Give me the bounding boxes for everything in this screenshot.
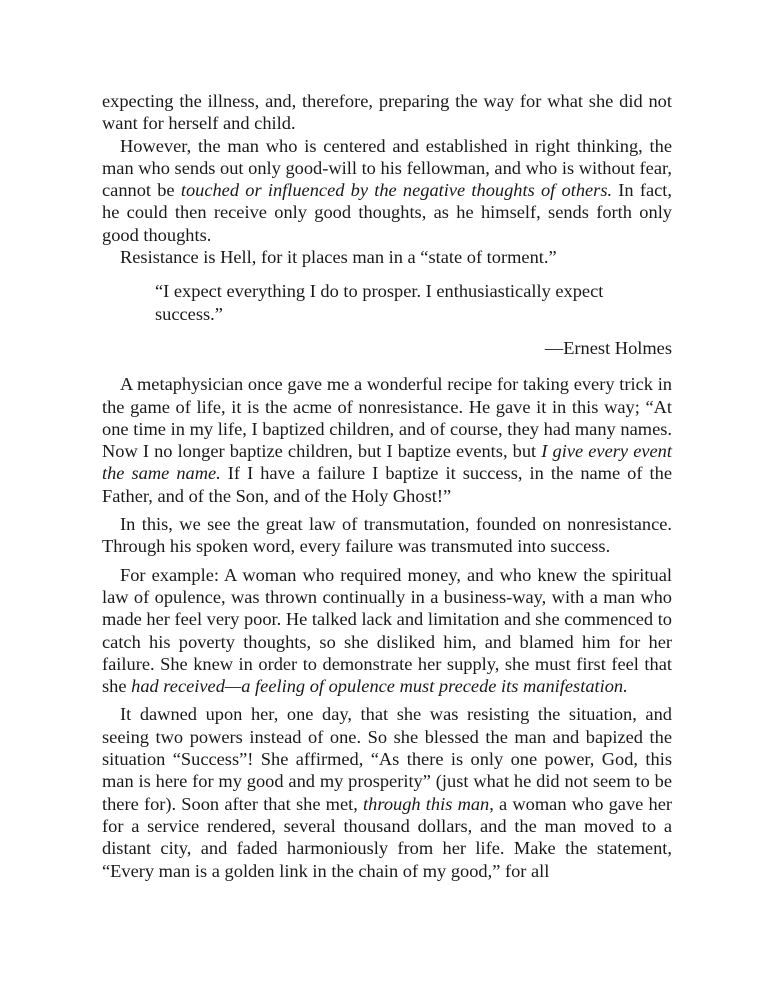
- text-run: In this, we see the great law of transmutation, founded on nonresistance. Through his spoken word, every failure was transmuted into success.: [102, 514, 672, 557]
- italic-text-run: through this man: [363, 793, 490, 814]
- paragraph-2: [102, 135, 672, 246]
- paragraph-7: [102, 703, 672, 881]
- text-run: , a woman who gave her for a service rendered, several thousand dollars, and the man moved to a distant city, and faded harmoniously from her life. Make the statement, “Every man is a golden link in the chain of my good,” for all: [102, 793, 672, 881]
- quote-attribution: —Ernest Holmes: [544, 337, 672, 358]
- text-run: A metaphysician once gave me a wonderful recipe for taking every trick in the game of life, it is the acme of nonresistance. He gave it in this way; “At one time in my life, I baptized children, and of course, they had many names. Now I no longer baptize children, but I baptize events, but: [102, 374, 672, 462]
- italic-text-run: had received—a feeling of opulence must precede its manifestation.: [131, 676, 628, 697]
- text-run: expecting the illness, and, therefore, preparing the way for what she did not want for herself and child.: [102, 91, 672, 134]
- italic-text-run: I give every event the same name.: [102, 441, 672, 484]
- text-run: However, the man who is centered and established in right thinking, the man who sends out only good-will to his fellowman, and who is without fear, cannot be: [102, 135, 672, 201]
- paragraph-4: [102, 373, 672, 507]
- paragraph-1: [102, 90, 672, 135]
- page-body: [102, 90, 672, 882]
- paragraph-6: [102, 564, 672, 698]
- paragraph-5: [102, 513, 672, 558]
- italic-text-run: touched or influenced by the negative thoughts of others.: [180, 180, 613, 201]
- block-quote: “I expect everything I do to prosper. I enthusiastically expect success.”: [155, 281, 604, 324]
- text-run: It dawned upon her, one day, that she was resisting the situation, and seeing two powers instead of one. So she blessed the man and bapized the situation “Success”! She affirmed, “As there is only one power, God, this man is here for my good and my prosperity” (just what he did not seem to be there for). Soon after that she met,: [102, 704, 672, 814]
- text-run: In fact, he could then receive only good thoughts, as he himself, sends forth only good thoughts.: [102, 180, 673, 245]
- text-run: For example: A woman who required money, and who knew the spiritual law of opulence, was thrown continually in a business-way, with a man who made her feel very poor. He talked lack and limitation and she commenced to catch his poverty thoughts, so she disliked him, and blamed him for her failure. She knew in order to demonstrate her supply, she must first feel that she: [102, 564, 672, 697]
- text-run: Resistance is Hell, for it places man in a “state of torment.”: [120, 247, 557, 268]
- text-run: If I have a failure I baptize it success, in the name of the Father, and of the Son, and of the Holy Ghost!”: [102, 463, 672, 506]
- paragraph-3: [102, 246, 672, 268]
